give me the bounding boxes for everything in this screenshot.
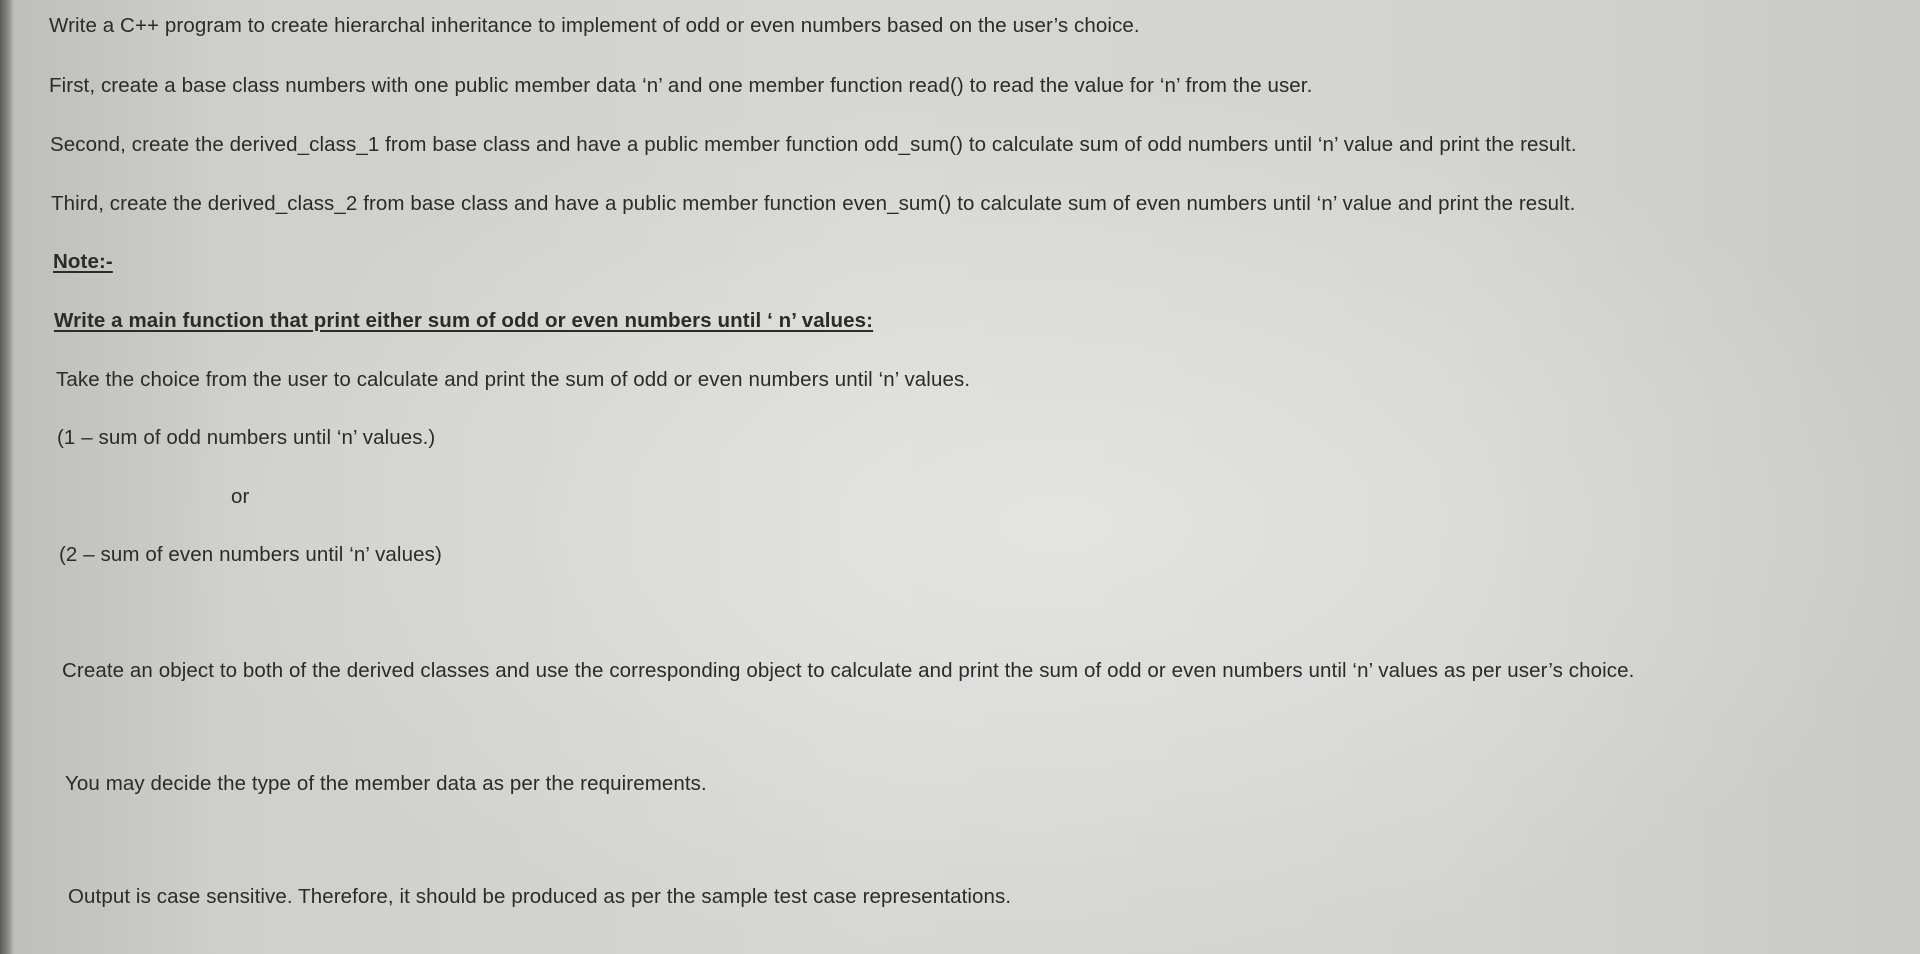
monitor-bezel-edge: [0, 0, 14, 954]
main-function-heading: Write a main function that print either sum of odd or even numbers until ‘ n’ values:: [54, 309, 874, 332]
member-type-note: You may decide the type of the member data as per the requirements.: [65, 772, 707, 795]
note-heading: Note:-: [53, 250, 113, 273]
second-instruction: Second, create the derived_class_1 from base class and have a public member function odd_sum() to calculate sum of odd numbers until ‘n’ value and print the result.: [50, 133, 1577, 156]
third-instruction: Third, create the derived_class_2 from base class and have a public member function even_sum() to calculate sum of even numbers until ‘n’ value and print the result.: [51, 192, 1576, 215]
create-object-instruction: Create an object to both of the derived classes and use the corresponding object to calculate and print the sum of odd or even numbers until ‘n’ values as per user’s choice.: [62, 659, 1635, 682]
option-even: (2 – sum of even numbers until ‘n’ values): [59, 543, 442, 566]
first-instruction: First, create a base class numbers with one public member data ‘n’ and one member function read() to read the value for ‘n’ from the user.: [49, 74, 1313, 97]
title-line: Write a C++ program to create hierarchal inheritance to implement of odd or even numbers based on the user’s choice.: [49, 14, 1140, 37]
output-note: Output is case sensitive. Therefore, it should be produced as per the sample test case representations.: [68, 885, 1012, 908]
choice-instruction: Take the choice from the user to calculate and print the sum of odd or even numbers until ‘n’ values.: [56, 368, 971, 391]
or-separator: or: [231, 485, 250, 508]
option-odd: (1 – sum of odd numbers until ‘n’ values.): [57, 426, 436, 449]
